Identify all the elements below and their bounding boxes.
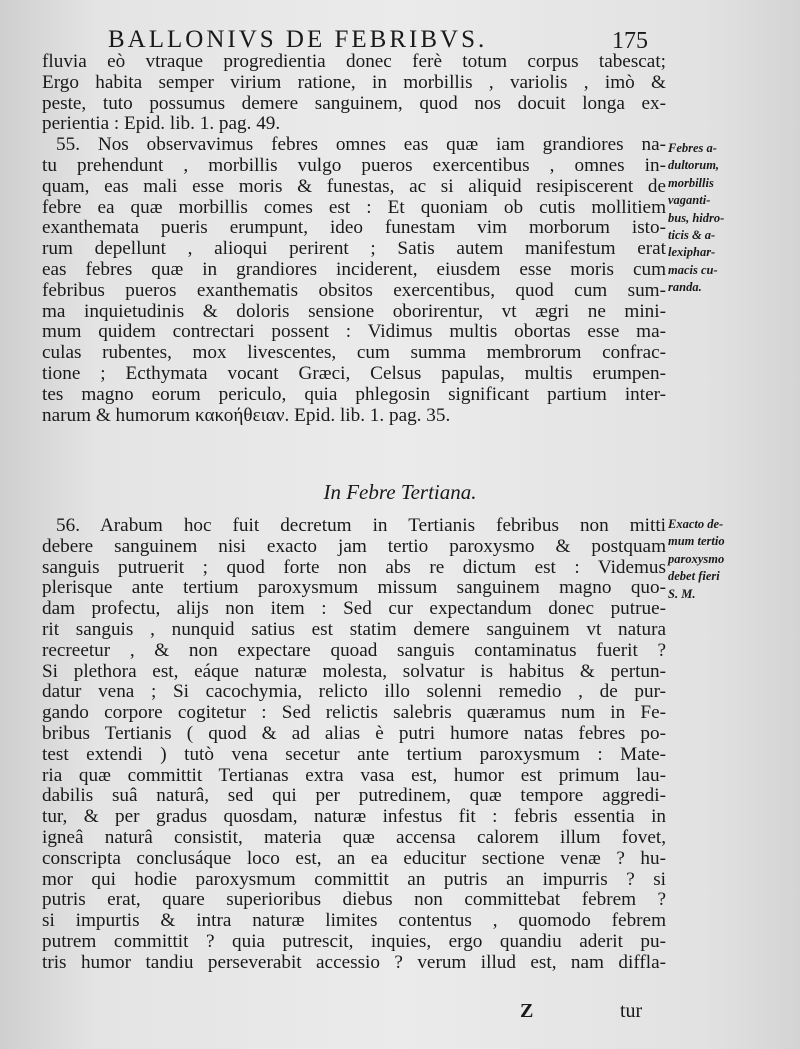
text-line: Si plethora est, eáque naturæ molesta, solvatur is habitus & pertun- — [42, 661, 666, 682]
text-line: test extendi ) tutò vena secetur ante tertium paroxysmum : Mate- — [42, 744, 666, 765]
text-line: perientia : Epid. lib. 1. pag. 49. — [42, 114, 281, 135]
text-line: mor qui hodie paroxysmum committit an putris an impurris ? si — [42, 869, 666, 890]
note-line: Exacto de- — [668, 517, 724, 531]
text-line: dam profectu, alijs non item : Sed cur expectandum donec putrue- — [42, 599, 666, 620]
signature-mark: Z — [520, 1000, 534, 1022]
paragraph-continuation — [42, 52, 666, 135]
text-line: Ergo habita semper virium ratione, in morbillis , variolis , imò & — [42, 72, 666, 93]
body-text — [42, 52, 666, 426]
running-title: BALLONIVS DE FEBRIBVS. — [108, 26, 488, 53]
text-line: tu prehendunt , morbillis vulgo pueros exercentibus , omnes in- — [42, 155, 666, 176]
text-line: febribus pueros exanthematis obsitos exercentibus, quod cum sum- — [42, 280, 666, 301]
text-line: eas febres quæ in grandiores inciderent, eiusdem esse moris cum — [42, 259, 666, 280]
text-line: mum quidem contrectari possent : Vidimus multis obortas esse ma- — [42, 322, 666, 343]
text-line: febre ea quæ morbillis comes est : Et quoniam ob cutis mollitiem — [42, 197, 666, 218]
note-line: Febres a- — [668, 141, 717, 155]
text-line: tione ; Ecthymata vocant Græci, Celsus papulas, multis erumpen- — [42, 363, 666, 384]
text-line: putrem committit ? quia putrescit, inquies, ergo quandiu aderit pu- — [42, 931, 666, 952]
section-heading: In Febre Tertiana. — [323, 480, 477, 504]
note-line: morbillis — [668, 175, 714, 190]
note-line: vaganti- — [668, 193, 711, 208]
page-number: 175 — [612, 28, 648, 54]
paragraph-55 — [42, 135, 666, 426]
text-line: recreetur , & non expectare quoad sanguis contaminatus fuerit ? — [42, 640, 666, 661]
text-line: narum & humorum κακοήθειαν. Epid. lib. 1. pag. 35. — [42, 405, 451, 426]
note-line: debet fieri — [668, 569, 720, 584]
marginal-note-febres — [668, 140, 796, 297]
text-line: culas rubentes, mox livescentes, cum summa membrorum confrac- — [42, 343, 666, 364]
text-line: bribus Tertianis ( quod & ad alias è putri humore natas febres po- — [42, 723, 666, 744]
text-line: ria quæ committit Tertianas extra vasa est, humor est primum lau- — [42, 765, 666, 786]
text-line: datur vena ; Si cacochymia, relicto illo solenni remedio , de pur- — [42, 682, 666, 703]
note-line: ticis & a- — [668, 228, 716, 243]
text-line: igneâ naturâ consistit, materia quæ accensa calorem illum fovet, — [42, 827, 666, 848]
text-line: debere sanguinem nisi exacto jam tertio paroxysmo & postquam — [42, 536, 666, 557]
text-line: rum depellunt , alioqui perirent ; Satis autem manifestum erat — [42, 239, 666, 260]
note-line: bus, hidro- — [668, 210, 725, 225]
note-line: lexiphar- — [668, 245, 716, 260]
text-line: exanthemata pueris erumpunt, ideo funestam vim morborum isto- — [42, 218, 666, 239]
text-line: gando corpore cogitetur : Sed relictis salebris quæramus num in Fe- — [42, 703, 666, 724]
note-line: dultorum, — [668, 158, 720, 173]
text-line: putris erat, quare superioribus diebus non committebat febrem ? — [42, 890, 666, 911]
text-line: conscripta conclusáque loco est, an ea educitur sectione venæ ? hu- — [42, 848, 666, 869]
text-line: fluvia eò vtraque progredientia donec ferè totum corpus tabescat; — [42, 52, 666, 72]
text-line: 55. Nos observavimus febres omnes eas quæ iam grandiores na- — [56, 135, 666, 156]
text-line: peste, tuto possumus demere sanguinem, quod nos docuit longa ex- — [42, 93, 666, 114]
text-line: si impurtis & intra naturæ limites contentus , quomodo febrem — [42, 911, 666, 932]
catchword: tur — [620, 1000, 643, 1022]
note-line: macis cu- — [668, 262, 718, 277]
note-line: mum tertio — [668, 534, 725, 549]
text-line: 56. Arabum hoc fuit decretum in Tertianis febribus non mitti — [56, 516, 666, 536]
marginal-note-exacto — [668, 516, 796, 603]
text-line: rit sanguis , nunquid satius est statim demere sanguinem vt natura — [42, 619, 666, 640]
text-line: ma inquietudinis & doloris sensione oborirentur, vt ægri ne mini- — [42, 301, 666, 322]
text-line: tur, & per gradus quosdam, naturæ infestus fit : febris essentia in — [42, 807, 666, 828]
paragraph-56 — [42, 516, 666, 974]
text-line: quam, eas mali esse moris & funestas, ac si aliquid resipiscerent de — [42, 176, 666, 197]
text-line: tes magno eorum periculo, quia phlegosin significant partium inter- — [42, 384, 666, 405]
note-line: S. M. — [668, 586, 696, 601]
text-line: plerisque ante tertium paroxysmum missum sanguinem magno quo- — [42, 578, 666, 599]
note-line: paroxysmo — [668, 551, 725, 566]
text-line: sanguis putruerit ; quod forte non abs re dictum est : Videmus — [42, 557, 666, 578]
note-line: randa. — [668, 280, 702, 295]
text-line: tris humor tandiu perseverabit accessio ? verum illud est, nam diffla- — [42, 952, 666, 973]
text-line: dabilis suâ naturâ, sed qui per putredinem, quæ tempore aggredi- — [42, 786, 666, 807]
